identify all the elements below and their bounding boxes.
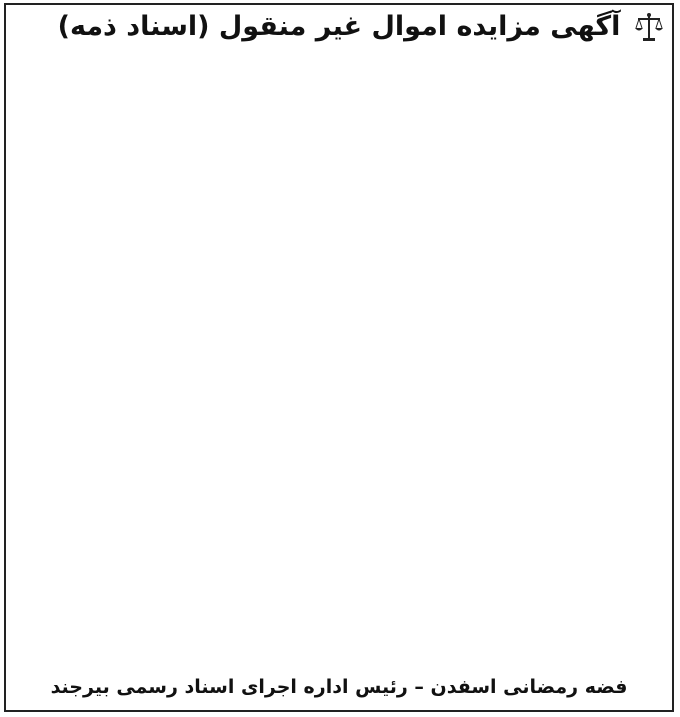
auction-notice xyxy=(4,3,674,712)
notice-title: آگهی مزایده اموال غیر منقول (اسناد ذمه) xyxy=(57,11,621,42)
scales-of-justice-icon xyxy=(634,11,664,43)
notice-header xyxy=(6,5,672,49)
notice-signature: فضه رمضانی اسفدن – رئیس اداره اجرای اسناد رسمی بیرجند xyxy=(50,676,628,698)
notice-body xyxy=(14,51,664,661)
